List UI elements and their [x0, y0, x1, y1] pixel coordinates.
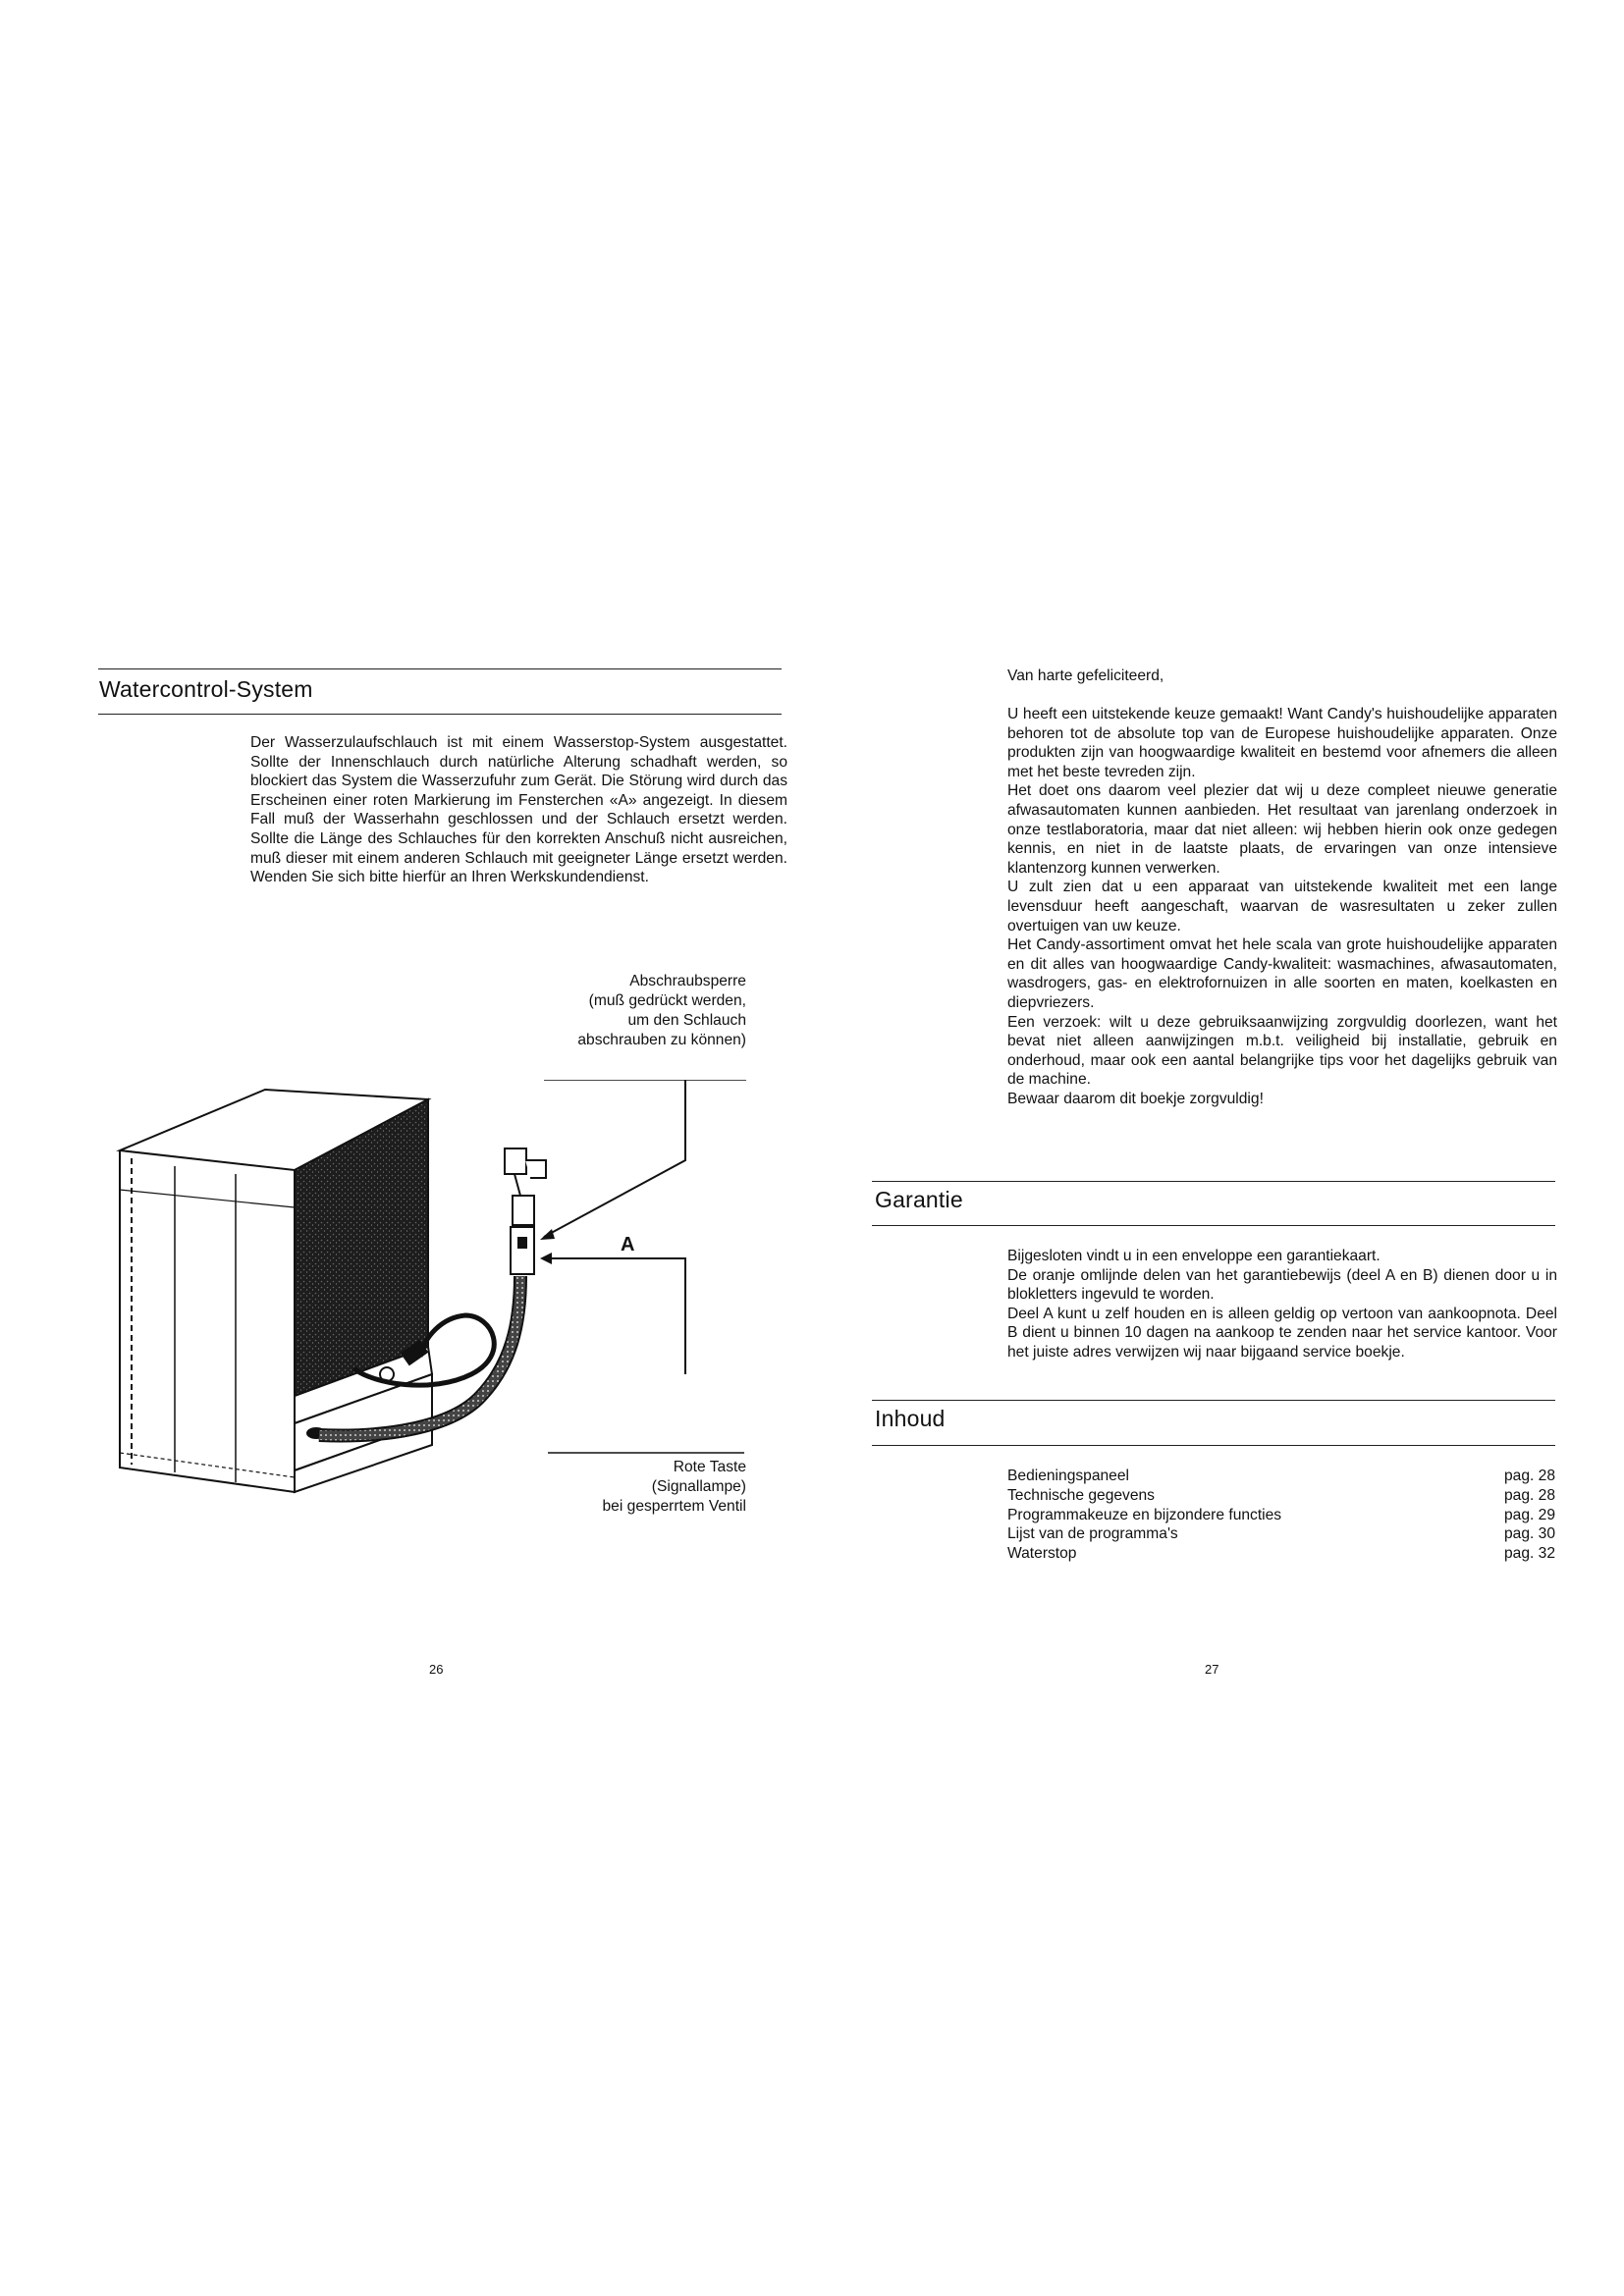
waterstop-valve — [511, 1227, 534, 1274]
toc-title: Waterstop — [1007, 1545, 1077, 1563]
toc-title: Lijst van de programma's — [1007, 1525, 1178, 1543]
callout-line-abschraubsperre — [544, 1080, 685, 1237]
intro-paragraph: Een verzoek: wilt u deze gebruiksaanwijzing zorgvuldig doorlezen, want het bevat niet alleen aanwijzingen m.b.t. veiligheid bij installatie, gebruik en onderhoud, maar ook een aantal belangrijke tips voor het dagelijks gebruik van de machine. — [1007, 1013, 1557, 1089]
toc-page: pag. 29 — [1503, 1506, 1555, 1523]
dishwasher-waterstop-illustration — [108, 1080, 756, 1512]
intro-paragraph: Het doet ons daarom veel plezier dat wij u deze compleet nieuwe generatie afwasautomaten kunnen aanbieden. Het resultaat van jarenlang onderzoek in onze testlaboratoria, maar dat niet alleen: wij hebben hierin ook onze gedegen kennis, en niet in de laatste plaats, de ervaringen van onze intensieve klantenzorg kunnen verwerken. — [1007, 782, 1557, 877]
intro-paragraph: U heeft een uitstekende keuze gemaakt! Want Candy's huishoudelijke apparaten behoren tot de absolute top van de Europese huishoudelijke apparaten. Onze produkten zijn van hoogwaardige kwaliteit en bestemd voor afnemers die alleen met het beste tevreden zijn. — [1007, 706, 1557, 780]
garantie-heading: Garantie — [875, 1187, 963, 1212]
toc-entry[interactable] — [1007, 1506, 1555, 1525]
inhoud-rule-bottom — [872, 1445, 1555, 1446]
caption-line: um den Schlauch — [627, 1012, 746, 1029]
toc-entry[interactable] — [1007, 1544, 1555, 1564]
inhoud-rule-top — [872, 1400, 1555, 1401]
caption-abschraubsperre — [511, 972, 746, 1050]
caption-line: (Signallampe) — [651, 1478, 746, 1495]
intro-paragraph: Bewaar daarom dit boekje zorgvuldig! — [1007, 1090, 1264, 1107]
caption-line: (muß gedrückt werden, — [588, 992, 746, 1009]
caption-line: Abschraubsperre — [629, 973, 746, 989]
toc-title: Technische gegevens — [1007, 1486, 1155, 1504]
caption-line: bei gesperrtem Ventil — [602, 1498, 746, 1515]
garantie-rule-top — [872, 1181, 1555, 1182]
garantie-paragraph: De oranje omlijnde delen van het garantiebewijs (deel A en B) dienen door u in blokletters ingevuld te worden. — [1007, 1266, 1557, 1304]
toc-page: pag. 30 — [1503, 1525, 1555, 1543]
toc-page: pag. 28 — [1503, 1486, 1555, 1504]
toc-title: Programmakeuze en bijzondere functies — [1007, 1506, 1282, 1523]
label-a: A — [621, 1234, 635, 1255]
intro-paragraph: U zult zien dat u een apparaat van uitstekende kwaliteit met een lange levensduur heeft aangeschaft, waarvan de wasresultaten u zeker zullen overtuigen van uw keuze. — [1007, 879, 1557, 934]
heading-rule-top — [98, 668, 782, 669]
toc-entry[interactable] — [1007, 1467, 1555, 1486]
heading-rule-bottom — [98, 714, 782, 715]
garantie-text — [1007, 1247, 1557, 1362]
toc-page: pag. 28 — [1503, 1468, 1555, 1484]
caption-line: abschrauben zu können) — [577, 1032, 746, 1048]
toc-entry[interactable] — [1007, 1486, 1555, 1506]
callout-line-a — [544, 1258, 685, 1374]
garantie-rule-bottom — [872, 1225, 1555, 1226]
garantie-paragraph: Deel A kunt u zelf houden en is alleen geldig op vertoon van aankoopnota. Deel B dient u binnen 10 dagen na aankoop te zenden naar het service kantoor. Voor het juiste adres verwijzen wij naar bijgaand service boekje. — [1007, 1305, 1557, 1361]
intro-text — [1007, 705, 1557, 1108]
toc-title: Bedieningspaneel — [1007, 1468, 1129, 1484]
intro-paragraph: Het Candy-assortiment omvat het hele scala van grote huishoudelijke apparaten en dit alles van hoogwaardige Candy-kwaliteit: wasmachines, afwasautomaten, wasdrogers, gas- en elektrofornuizen in alle soorten en maten, koelkasten en diepvriezers. — [1007, 936, 1557, 1011]
toc-page: pag. 32 — [1503, 1545, 1555, 1563]
watercontrol-heading: Watercontrol-System — [99, 676, 313, 702]
watercontrol-body: Der Wasserzulaufschlauch ist mit einem Wasserstop-System ausgestattet. Sollte der Innenschlauch durch natürliche Alterung schadhaft werden, so blockiert das System die Wasserzufuhr zum Gerät. Die Störung wird durch das Erscheinen einer roten Markierung im Fensterchen «A» angezeigt. In diesem Fall muß der Wasserhahn geschlossen und der Schlauch ersetzt werden. Sollte die Länge des Schlauches für den korrekten Anschuß nicht ausreichen, muß dieser mit einem anderen Schlauch mit geeigneter Länge ersetzt werden. Wenden Sie sich bitte hierfür an Ihren Werkskundendienst. — [250, 734, 787, 886]
caption-line: Rote Taste — [673, 1459, 746, 1475]
water-tap — [505, 1148, 546, 1225]
caption-rote-taste — [511, 1458, 746, 1517]
page-number-right: 27 — [1205, 1662, 1219, 1677]
table-of-contents — [1007, 1467, 1555, 1564]
toc-entry[interactable] — [1007, 1524, 1555, 1544]
garantie-paragraph: Bijgesloten vindt u in een enveloppe een garantiekaart. — [1007, 1248, 1380, 1264]
greeting: Van harte gefeliciteerd, — [1007, 667, 1164, 684]
inhoud-heading: Inhoud — [875, 1406, 946, 1431]
page-number-left: 26 — [429, 1662, 444, 1677]
